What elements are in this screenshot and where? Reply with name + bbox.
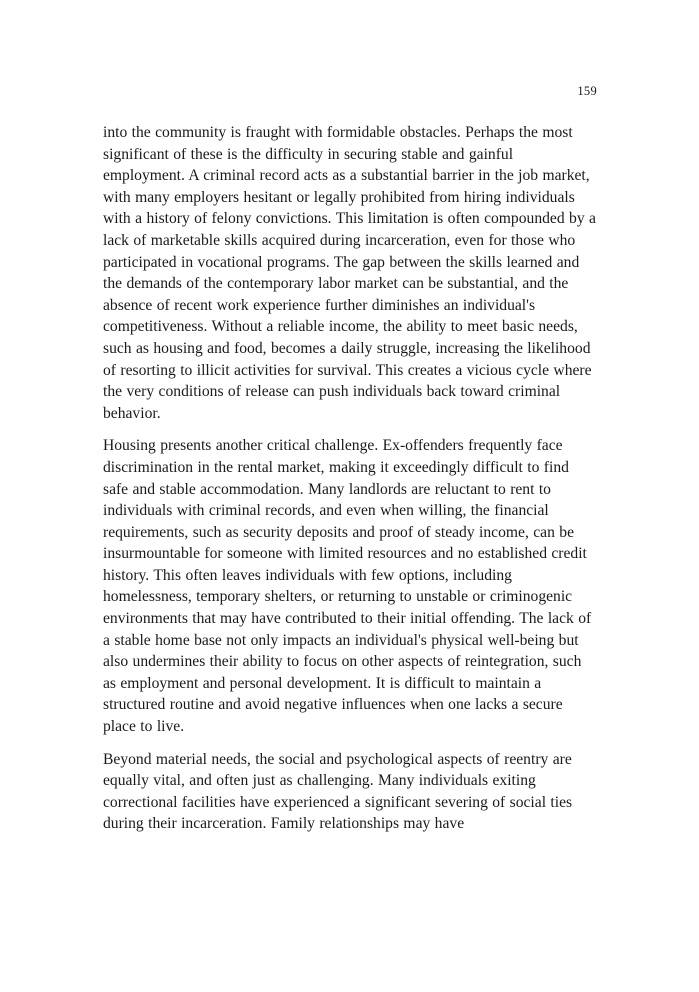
paragraph: Housing presents another critical challenge. Ex-offenders frequently face discrimination in the rental market, making it exceedingly difficult to find safe and stable accommodation. Many landlords are reluctant to rent to individuals with criminal records, and even when willing, the financial requirements, such as security deposits and proof of steady income, can be insurmountable for someone with limited resources and no established credit history. This often leaves individuals with few options, including homelessness, temporary shelters, or returning to unstable or criminogenic environments that may have contributed to their initial offending. The lack of a stable home base not only impacts an individual's physical well-being but also undermines their ability to focus on other aspects of reintegration, such as employment and personal development. It is difficult to maintain a structured routine and avoid negative influences when one lacks a secure place to live. xyxy=(103,437,592,736)
paragraph: into the community is fraught with formidable obstacles. Perhaps the most significant of these is the difficulty in securing stable and gainful employment. A criminal record acts as a substantial barrier in the job market, with many employers hesitant or legally prohibited from hiring individuals with a history of felony convictions. This limitation is often compounded by a lack of marketable skills acquired during incarceration, even for those who participated in vocational programs. The gap between the skills learned and the demands of the contemporary labor market can be substantial, and the absence of recent work experience further diminishes an individual's competitiveness. Without a reliable income, the ability to meet basic needs, such as housing and food, becomes a daily struggle, increasing the likelihood of resorting to illicit activities for survival. This creates a vicious cycle where the very conditions of release can push individuals back toward criminal behavior. xyxy=(103,124,596,422)
page-number: 159 xyxy=(577,84,597,98)
body-text xyxy=(103,122,597,835)
page-content xyxy=(103,84,597,835)
paragraph: Beyond material needs, the social and psychological aspects of reentry are equally vital, and often just as challenging. Many individuals exiting correctional facilities have experienced a significant severing of social ties during their incarceration. Family relationships may have xyxy=(103,750,573,833)
